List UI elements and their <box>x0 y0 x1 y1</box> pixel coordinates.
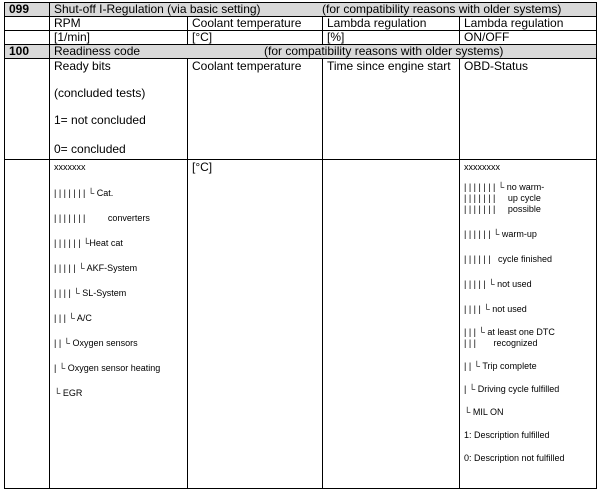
bit-oxygen: | | └ Oxygen sensors <box>54 338 138 348</box>
obd-trip: | | └ Trip complete <box>464 361 537 371</box>
col-coolant: Coolant temperature <box>188 17 323 31</box>
time-desc <box>323 59 460 160</box>
col-lambda-onoff: Lambda regulation <box>460 17 597 31</box>
coolant-unit: [°C] <box>192 160 213 174</box>
row-099-header <box>5 3 597 17</box>
unit-lambda: [%] <box>323 31 460 45</box>
ready-bits-values <box>50 160 188 489</box>
col-lambda: Lambda regulation <box>323 17 460 31</box>
coolant-heading: Coolant temperature <box>192 59 302 73</box>
bit-cat: | | | | | | | └ Cat. <box>54 188 114 198</box>
obd-pattern: xxxxxxxx <box>464 162 500 172</box>
coolant-values <box>188 160 323 489</box>
row-099-columns <box>5 17 597 31</box>
row-100-note: (for compatibility reasons with older systems) <box>264 44 504 58</box>
obd-desc <box>460 59 597 160</box>
bit-converters: | | | | | | | converters <box>54 213 150 223</box>
readiness-table <box>4 2 597 489</box>
obd-driving-cycle: | └ Driving cycle fulfilled <box>464 384 560 394</box>
bit-ac: | | | └ A/C <box>54 313 92 323</box>
bit-akf: | | | | | └ AKF-System <box>54 263 138 273</box>
obd-desc-not-fulfilled: 0: Description not fulfilled <box>464 453 565 463</box>
obd-desc-fulfilled: 1: Description fulfilled <box>464 430 550 440</box>
row-100-descriptions <box>5 59 597 160</box>
col-rpm: RPM <box>50 17 188 31</box>
row-099-title: Shut-off I-Regulation (via basic setting) <box>54 2 261 16</box>
bit-egr: └ EGR <box>54 388 83 398</box>
unit-onoff: ON/OFF <box>460 31 597 45</box>
row-100-title: Readiness code <box>54 44 141 58</box>
obd-warmup: | | | | | | └ warm-up <box>464 229 537 239</box>
row-099-title-cell <box>50 3 597 17</box>
row-100-number: 100 <box>5 45 50 59</box>
unit-rpm: [1/min] <box>50 31 188 45</box>
ready-bits-pattern: xxxxxxx <box>54 162 86 172</box>
ready-bits-desc <box>50 59 188 160</box>
obd-not-used-2: | | | | └ not used <box>464 304 527 314</box>
obd-dtc-2: | | | recognized <box>464 338 538 348</box>
obd-no-warmup-1: | | | | | | | └ no warm- <box>464 182 545 192</box>
ready-bits-heading: Ready bits <box>54 59 111 73</box>
row-099-note: (for compatibility reasons with older systems) <box>322 2 562 16</box>
coolant-desc <box>188 59 323 160</box>
unit-coolant: [°C] <box>188 31 323 45</box>
obd-heading: OBD-Status <box>464 59 529 73</box>
obd-no-warmup-3: | | | | | | | possible <box>464 204 541 214</box>
ready-bits-line1: (concluded tests) <box>54 86 146 100</box>
row-099-units <box>5 31 597 45</box>
row-099-number: 099 <box>5 3 50 17</box>
obd-dtc-1: | | | └ at least one DTC <box>464 327 555 337</box>
obd-not-used-1: | | | | | └ not used <box>464 279 532 289</box>
row-100-title-cell <box>50 45 597 59</box>
row-100-values <box>5 160 597 489</box>
obd-cycle-finished: | | | | | | cycle finished <box>464 254 553 264</box>
ready-bits-line3: 0= concluded <box>54 142 126 156</box>
ready-bits-line2: 1= not concluded <box>54 113 146 127</box>
obd-mil: └ MIL ON <box>464 407 504 417</box>
obd-values <box>460 160 597 489</box>
row-100-header <box>5 45 597 59</box>
bit-oxygen-heating: | └ Oxygen sensor heating <box>54 363 161 373</box>
obd-no-warmup-2: | | | | | | | up cycle <box>464 193 541 203</box>
time-values <box>323 160 460 489</box>
time-heading: Time since engine start <box>327 59 451 73</box>
bit-heat-cat: | | | | | | └Heat cat <box>54 238 123 248</box>
bit-sl: | | | | └ SL-System <box>54 288 127 298</box>
